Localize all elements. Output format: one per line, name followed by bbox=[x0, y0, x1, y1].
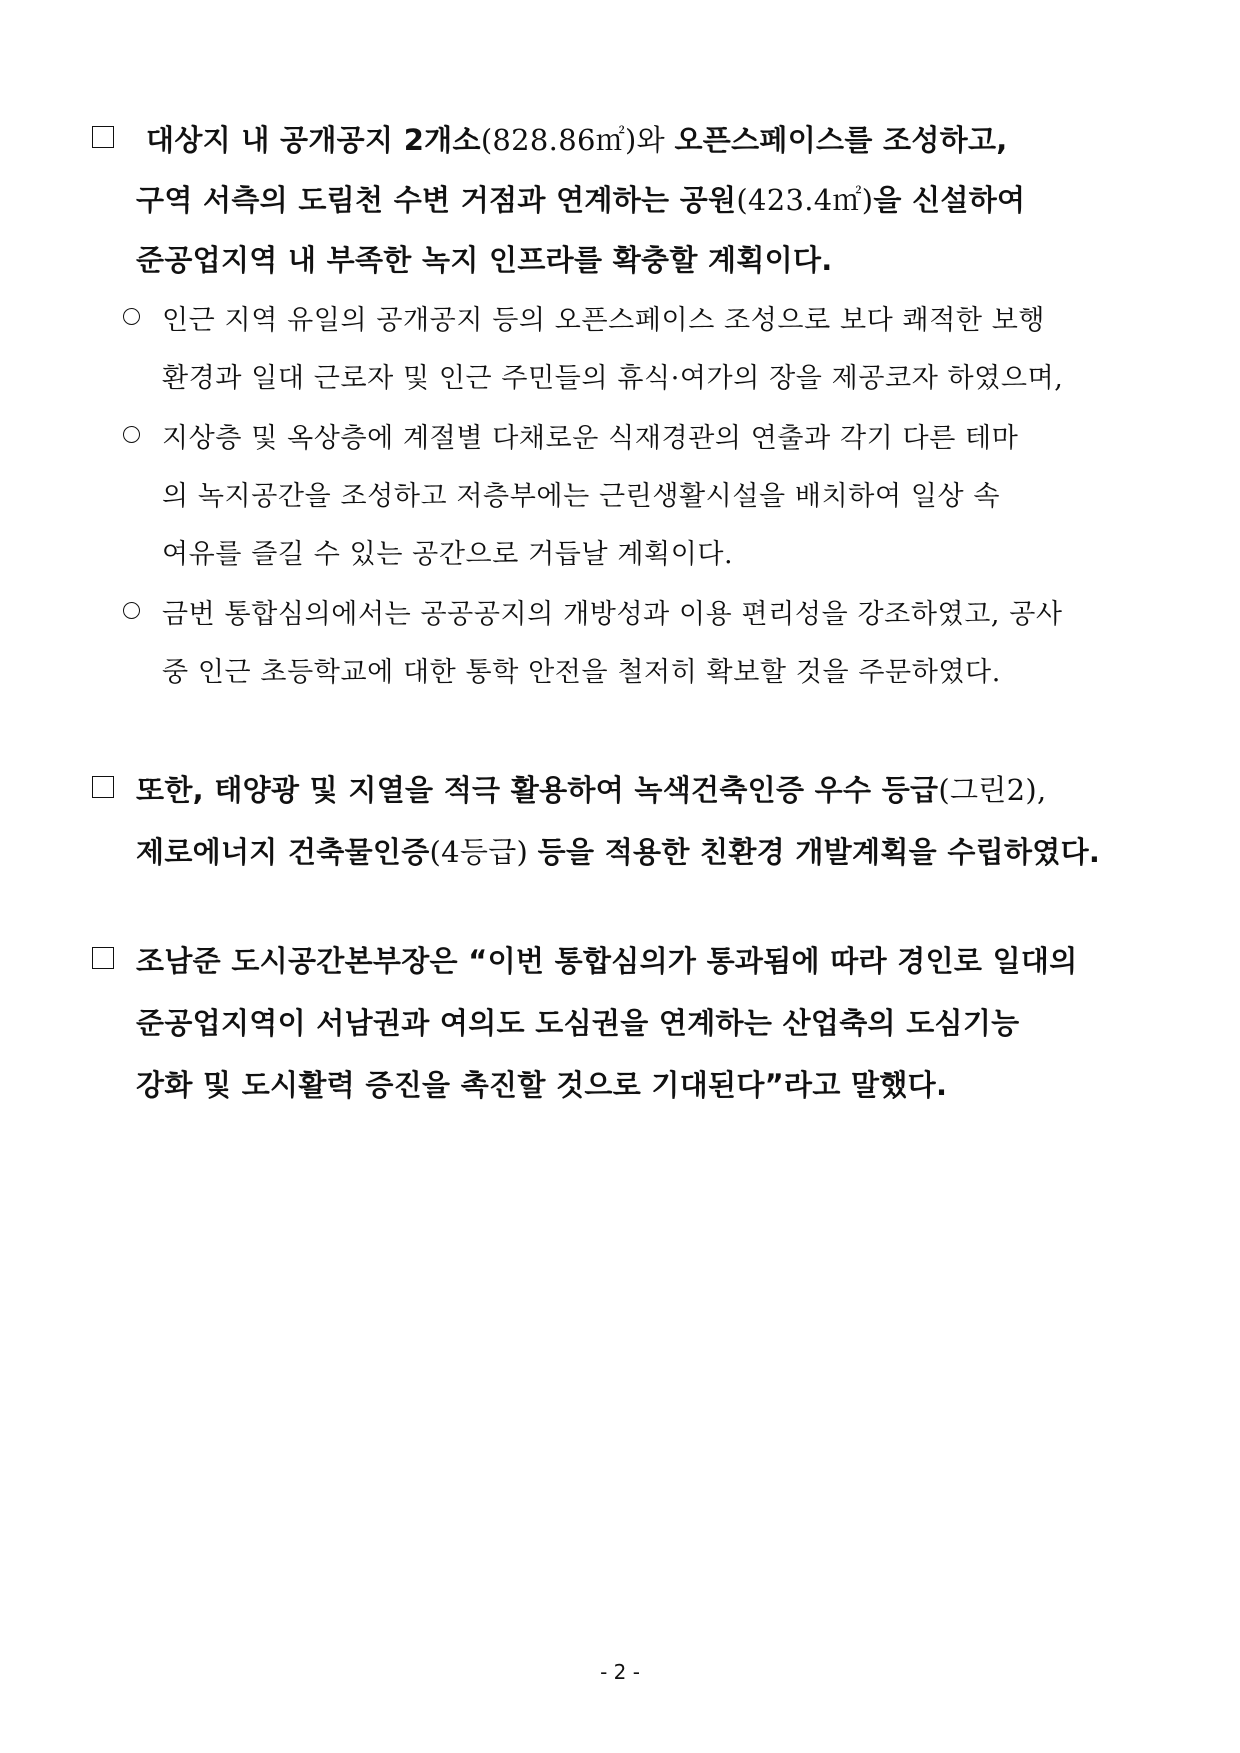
section-1-line-1 bbox=[146, 118, 1008, 159]
circle-bullet-icon bbox=[123, 602, 140, 619]
text-run: 강화 및 도시활력 증진을 촉진할 것으로 기대된다”라고 말했다. bbox=[136, 1068, 948, 1102]
circle-bullet-icon bbox=[123, 308, 140, 325]
text-run: 을 신설하여 bbox=[873, 183, 1026, 217]
text-run: 구역 서측의 도림천 수변 거점과 연계하는 공원 bbox=[136, 183, 737, 217]
section-2-line-1 bbox=[136, 768, 1046, 809]
text-run: 오픈스페이스를 조성하고, bbox=[674, 123, 1008, 157]
text-run: (4등급) bbox=[429, 835, 538, 869]
text-run: (그린2), bbox=[938, 773, 1047, 807]
text-run: 조남준 도시공간본부장은 “이번 통합심의가 통과됨에 따라 경인로 일대의 bbox=[136, 944, 1078, 978]
bullet-3-line-1: 금번 통합심의에서는 공공공지의 개방성과 이용 편리성을 강조하였고, 공사 bbox=[162, 599, 1063, 630]
page-number: - 2 - bbox=[600, 1660, 640, 1684]
circle-bullet-icon bbox=[123, 426, 140, 443]
bullet-1-line-2: 환경과 일대 근로자 및 인근 주민들의 휴식·여가의 장을 제공코자 하였으며, bbox=[162, 363, 1064, 394]
text-run: 준공업지역 내 부족한 녹지 인프라를 확충할 계획이다. bbox=[136, 243, 833, 277]
checkbox-bullet-icon bbox=[92, 947, 114, 969]
text-run: 준공업지역이 서남권과 여의도 도심권을 연계하는 산업축의 도심기능 bbox=[136, 1006, 1020, 1040]
bullet-2-line-1: 지상층 및 옥상층에 계절별 다채로운 식재경관의 연출과 각기 다른 테마 bbox=[162, 423, 1019, 454]
text-run: 대상지 내 공개공지 2개소 bbox=[146, 123, 481, 157]
section-1-line-3 bbox=[136, 238, 833, 279]
bullet-3-line-2: 중 인근 초등학교에 대한 통학 안전을 철저히 확보할 것을 주문하였다. bbox=[162, 657, 1001, 688]
checkbox-bullet-icon bbox=[92, 776, 114, 798]
section-1-line-2 bbox=[136, 178, 1025, 219]
text-run: 또한, 태양광 및 지열을 적극 활용하여 녹색건축인증 우수 등급 bbox=[136, 773, 939, 807]
section-3-line-2 bbox=[136, 1001, 1019, 1042]
section-3-line-1 bbox=[136, 939, 1078, 980]
section-2-line-2 bbox=[136, 830, 1100, 871]
checkbox-bullet-icon bbox=[92, 126, 114, 148]
bullet-1-line-1: 인근 지역 유일의 공개공지 등의 오픈스페이스 조성으로 보다 쾌적한 보행 bbox=[162, 305, 1046, 336]
text-run: 등을 적용한 친환경 개발계획을 수립하였다. bbox=[537, 835, 1101, 869]
text-run: 제로에너지 건축물인증 bbox=[136, 835, 430, 869]
text-run: (423.4㎡) bbox=[736, 183, 874, 217]
section-3-line-3 bbox=[136, 1063, 947, 1104]
bullet-2-line-3: 여유를 즐길 수 있는 공간으로 거듭날 계획이다. bbox=[162, 539, 734, 570]
bullet-2-line-2: 의 녹지공간을 조성하고 저층부에는 근린생활시설을 배치하여 일상 속 bbox=[162, 481, 1001, 512]
text-run: (828.86㎡)와 bbox=[480, 123, 675, 157]
